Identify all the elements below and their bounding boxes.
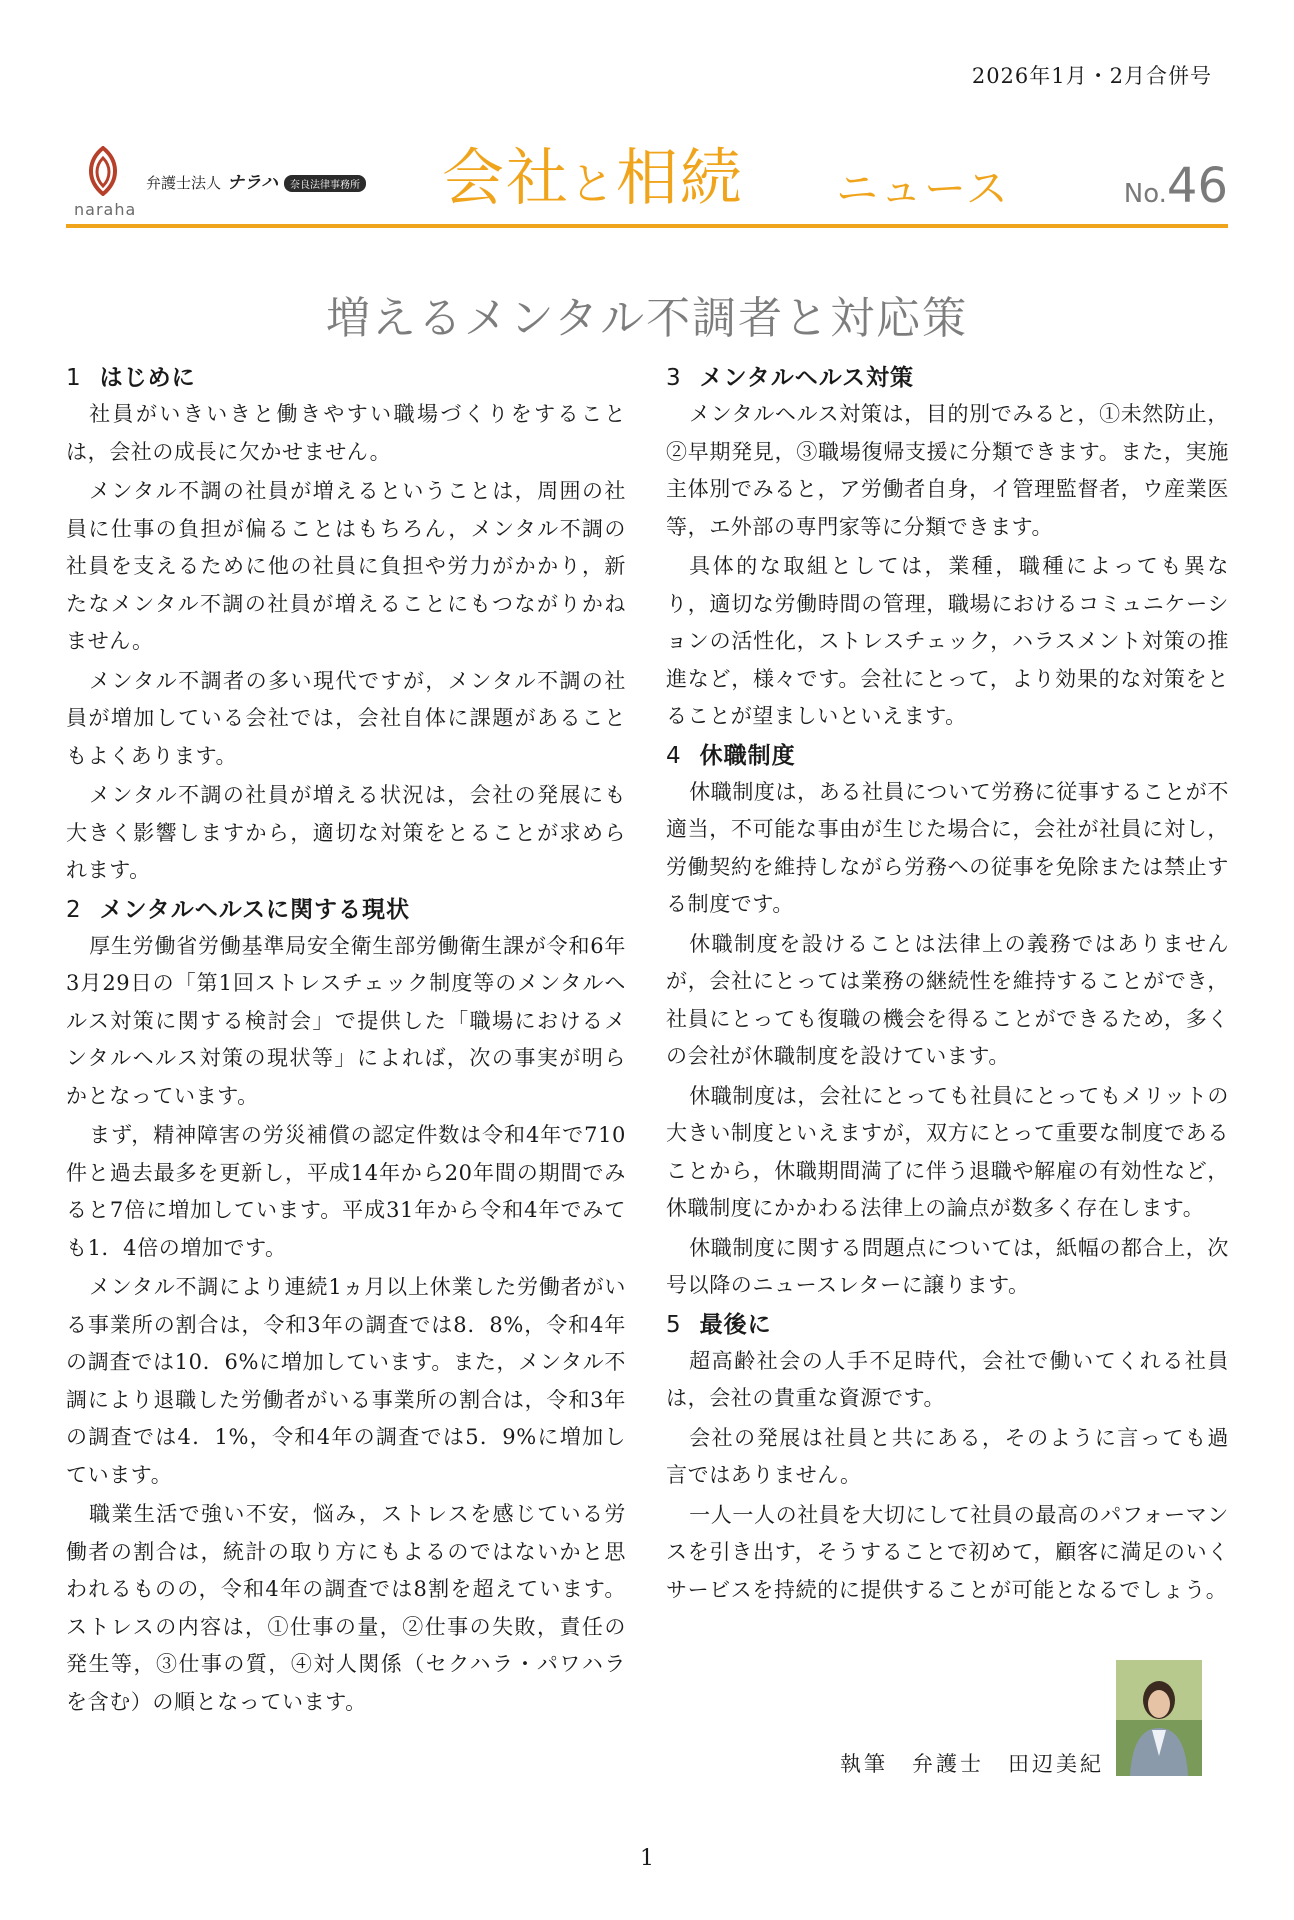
section-number: 4: [666, 742, 682, 769]
paragraph: まず，精神障害の労災補償の認定件数は令和4年で710件と過去最多を更新し，平成14年から20年間の期間でみると7倍に増加しています。平成31年から令和4年でみても1．4倍の増加です。: [66, 1123, 626, 1260]
section-title: はじめに: [99, 365, 196, 391]
naraha-logo-icon: [80, 146, 126, 196]
paragraph: 職業生活で強い不安，悩み，ストレスを感じている労働者の割合は，統計の取り方にもよるのではないかと思われるものの，令和4年の調査では8割を超えています。ストレスの内容は，①仕事の量，②仕事の失敗，責任の発生等，③仕事の質，④対人関係（セクハラ・パワハラを含む）の順となっています。: [66, 1502, 626, 1714]
section-3: [666, 360, 1229, 736]
author-photo: [1116, 1660, 1202, 1776]
right-column: [666, 360, 1229, 1611]
firm-label: [146, 168, 366, 193]
issue-number-value: 46: [1166, 158, 1228, 214]
section-5: [666, 1307, 1229, 1610]
byline: 執筆 弁護士 田辺美紀: [840, 1752, 1104, 1776]
section-heading: [666, 1307, 1229, 1343]
paragraph: 厚生労働省労働基準局安全衛生部労働衛生課が令和6年3月29日の「第1回ストレスチェック制度等のメンタルヘルス対策に関する検討会」で提供した「職場におけるメンタルヘルス対策の現状等」によれば，次の事実が明らかとなっています。: [66, 933, 626, 1108]
logo-wordmark: naraha: [74, 200, 137, 219]
section-title: メンタルヘルスに関する現状: [99, 896, 411, 923]
paragraph: 社員がいきいきと働きやすい職場づくりをすることは，会社の成長に欠かせません。: [66, 402, 626, 464]
section-heading: [66, 892, 626, 928]
section-number: 1: [66, 365, 82, 391]
paragraph: メンタル不調により連続1ヵ月以上休業した労働者がいる事業所の割合は，令和3年の調査では8．8%，令和4年の調査では10．6%に増加しています。また，メンタル不調により退職した労働者がいる事業所の割合は，令和3年の調査では4．1%，令和4年の調査では5．9%に増加しています。: [66, 1275, 626, 1487]
masthead: [66, 128, 1228, 234]
paragraph: 会社の発展は社員と共にある，そのように言っても過言ではありません。: [666, 1425, 1229, 1487]
section-heading: [666, 360, 1229, 396]
title-part-company: 会社: [442, 141, 571, 214]
firm-prefix: 弁護士法人: [146, 174, 222, 192]
newsletter-title: [442, 128, 744, 217]
header-divider: [66, 224, 1228, 228]
issue-date: 2026年1月・2月合併号: [971, 64, 1212, 88]
page-number: 1: [640, 1846, 654, 1871]
left-column: [66, 360, 626, 1723]
section-title: 休職制度: [699, 742, 796, 769]
section-title: メンタルヘルス対策: [699, 365, 915, 391]
paragraph: メンタル不調の社員が増える状況は，会社の発展にも大きく影響しますから，適切な対策をとることが求められます。: [66, 783, 626, 882]
paragraph: メンタルヘルス対策は，目的別でみると，①未然防止，②早期発見，③職場復帰支援に分類できます。また，実施主体別でみると，ア労働者自身，イ管理監督者，ウ産業医等，エ外部の専門家等に分類できます。: [666, 402, 1229, 539]
section-1: [66, 360, 626, 890]
section-2: [66, 892, 626, 1722]
paragraph: メンタル不調の社員が増えるということは，周囲の社員に仕事の負担が偏ることはもちろん，メンタル不調の社員を支えるために他の社員に負担や労力がかかり，新たなメンタル不調の社員が増えることにもつながりかねません。: [66, 479, 626, 653]
paragraph: メンタル不調者の多い現代ですが，メンタル不調の社員が増加している会社では，会社自体に課題があることもよくあります。: [66, 668, 626, 768]
section-number: 2: [66, 896, 82, 923]
paragraph: 休職制度に関する問題点については，紙幅の都合上，次号以降のニュースレターに譲ります。: [666, 1235, 1229, 1297]
paragraph: 一人一人の社員を大切にして社員の最高のパフォーマンスを引き出す，そうすることで初めて，顧客に満足のいくサービスを持続的に提供することが可能となるでしょう。: [666, 1502, 1229, 1602]
title-part-inheritance: 相続: [616, 141, 745, 214]
paragraph: 超高齢社会の人手不足時代，会社で働いてくれる社員は，会社の貴重な資源です。: [666, 1348, 1229, 1410]
issue-number-label: No.: [1123, 179, 1167, 209]
section-number: 3: [666, 365, 682, 391]
paragraph: 休職制度は，ある社員について労務に従事することが不適当，不可能な事由が生じた場合に，会社が社員に対し，労働契約を維持しながら労務への従事を免除または禁止する制度です。: [666, 779, 1229, 916]
title-part-to: と: [570, 159, 617, 210]
paragraph: 具体的な取組としては，業種，職種によっても異なり，適切な労働時間の管理，職場におけるコミュニケーションの活性化，ストレスチェック，ハラスメント対策の推進など，様々です。会社にとって，より効果的な対策をとることが望ましいといえます。: [666, 554, 1229, 728]
newsletter-subtitle: ニュース: [836, 164, 1010, 213]
issue-number: [1124, 158, 1228, 214]
section-title: 最後に: [699, 1311, 772, 1338]
firm-name: ナラハ: [227, 173, 279, 193]
firm-badge: 奈良法律事務所: [284, 175, 366, 192]
section-heading: [666, 738, 1229, 774]
paragraph: 休職制度は，会社にとっても社員にとってもメリットの大きい制度といえますが，双方にとって重要な制度であることから，休職期間満了に伴う退職や解雇の有効性など，休職制度にかかわる法律上の論点が数多く存在します。: [666, 1083, 1229, 1220]
section-heading: [66, 360, 626, 396]
article-headline: 増えるメンタル不調者と対応策: [325, 293, 969, 344]
paragraph: 休職制度を設けることは法律上の義務ではありませんが，会社にとっては業務の継続性を維持することができ，社員にとっても復職の機会を得ることができるため，多くの会社が休職制度を設けています。: [666, 931, 1229, 1068]
section-4: [666, 738, 1229, 1305]
section-number: 5: [666, 1311, 682, 1338]
